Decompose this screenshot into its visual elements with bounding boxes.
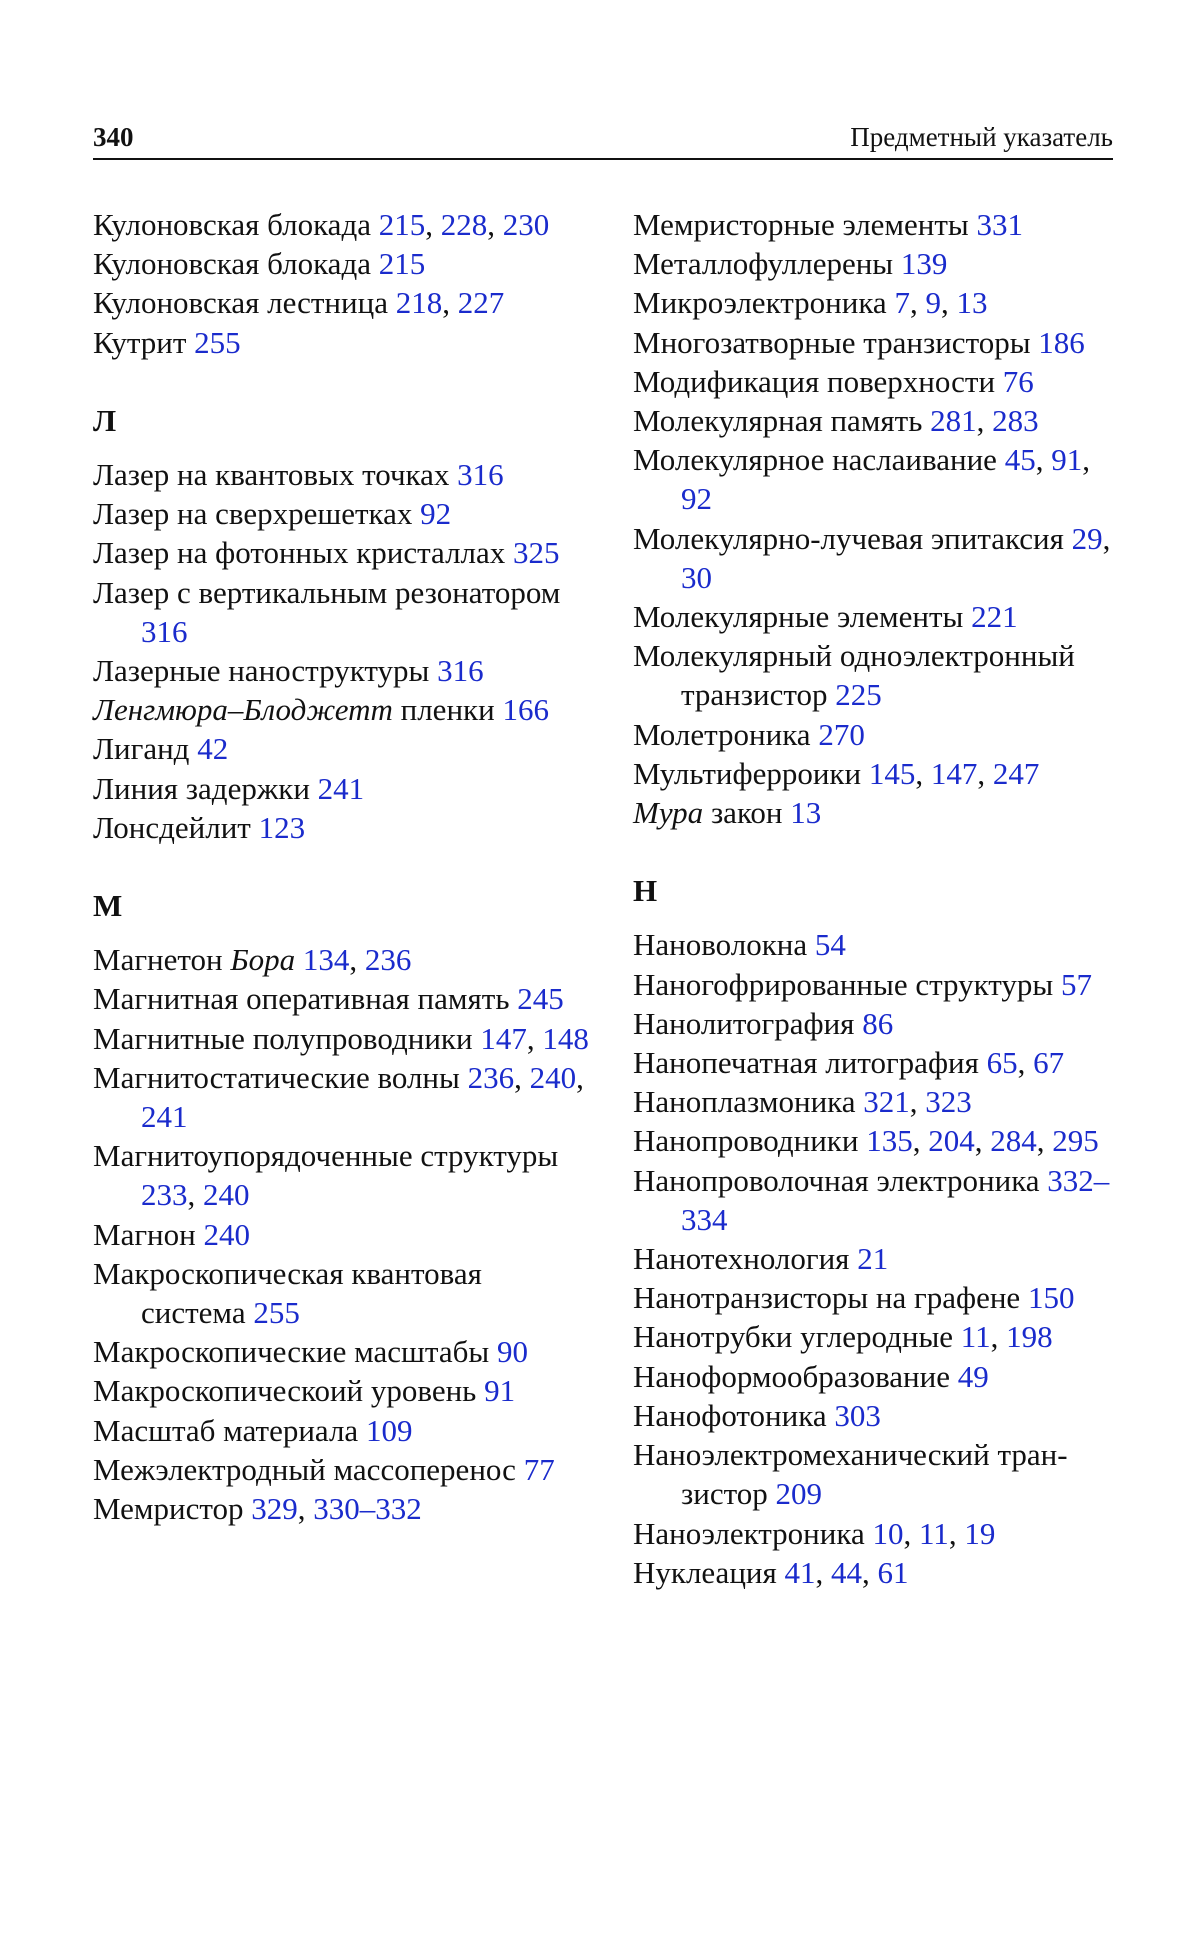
entry-text: , <box>1017 1045 1034 1081</box>
page-reference-link[interactable]: 236 <box>467 1059 515 1095</box>
entry-text: , <box>903 1515 919 1551</box>
page-reference-link[interactable]: 92 <box>420 496 452 532</box>
entry-text: Макроскопическоий уровень <box>93 1373 485 1409</box>
entry-text: Многозатворные транзисторы <box>633 324 1039 360</box>
entry-text: Нанопроволочная электроника <box>633 1162 1048 1198</box>
index-entry <box>93 1136 593 1214</box>
entry-text: , <box>442 285 458 321</box>
page-reference-link[interactable]: 284 <box>990 1123 1037 1159</box>
index-entry <box>93 1450 593 1489</box>
index-entry <box>633 1161 1123 1239</box>
index-entry <box>633 401 1123 440</box>
entry-text: , <box>576 1059 584 1095</box>
entry-text: Магнетон <box>93 942 231 978</box>
entry-text: Кулоновская блокада <box>93 207 379 242</box>
page-reference-link[interactable]: 10 <box>872 1515 904 1551</box>
entry-text: , <box>948 1515 965 1551</box>
page-reference-link[interactable]: 331 <box>976 207 1024 242</box>
page-reference-link[interactable]: 90 <box>496 1334 528 1370</box>
page-reference-link[interactable]: 19 <box>964 1515 996 1551</box>
page-reference-link[interactable]: 30 <box>681 559 712 595</box>
page-reference-link[interactable]: 186 <box>1038 324 1085 360</box>
entry-text: Лонсдейлит <box>93 809 259 845</box>
index-entry <box>633 1004 1123 1043</box>
page-reference-link[interactable]: 303 <box>834 1397 881 1433</box>
page-reference-link[interactable]: 240 <box>203 1177 250 1213</box>
entry-text: , <box>514 1059 530 1095</box>
entry-text: , <box>1102 520 1111 556</box>
page-reference-link[interactable]: 325 <box>513 535 560 571</box>
index-entry <box>633 925 1123 964</box>
page-reference-link[interactable]: 281 <box>930 403 977 439</box>
index-entry <box>93 690 593 729</box>
index-entry <box>633 1514 1123 1553</box>
entry-term-italic: Мура <box>633 795 704 831</box>
index-entry <box>633 793 1123 832</box>
index-entry <box>93 808 593 847</box>
index-entry <box>633 1357 1123 1396</box>
entry-text: Кулоновская лестница <box>93 285 396 321</box>
entry-text: Нанофотоника <box>633 1397 835 1433</box>
index-entry <box>633 1043 1123 1082</box>
entry-text: , <box>915 755 931 791</box>
page-reference-link[interactable]: 21 <box>857 1241 889 1277</box>
page-reference-link[interactable]: 316 <box>457 457 504 493</box>
page-reference-link[interactable]: 134 <box>302 942 350 978</box>
entry-text: Нанотехнология <box>633 1241 858 1277</box>
page-reference-link[interactable]: 92 <box>681 481 712 517</box>
index-entry <box>633 205 1123 244</box>
page-reference-link[interactable]: 330–332 <box>313 1491 422 1527</box>
index-entry <box>633 636 1123 714</box>
entry-text <box>295 942 303 977</box>
entry-text: Магнитная оперативная память <box>93 981 518 1017</box>
index-entry <box>93 1411 593 1450</box>
page-reference-link[interactable]: 86 <box>862 1005 894 1041</box>
page-reference-link[interactable]: 45 <box>1004 442 1036 478</box>
entry-text: Межэлектродный массоперенос <box>93 1451 524 1487</box>
index-entry <box>633 1239 1123 1278</box>
entry-text: Нанопечатная литография <box>633 1045 987 1081</box>
entry-text: , <box>909 1084 926 1120</box>
entry-text: Молекулярный одноэлектронный транзистор <box>633 638 1075 713</box>
entry-text: Макроскопические масштабы <box>93 1334 497 1370</box>
entry-text: Лазер на квантовых точках <box>93 457 458 493</box>
index-entry <box>93 533 593 572</box>
index-entry <box>633 1278 1123 1317</box>
entry-text: Нуклеация <box>633 1554 785 1590</box>
entry-text: Магнон <box>93 1216 204 1252</box>
page-reference-link[interactable]: 215 <box>378 246 426 282</box>
index-entry <box>633 597 1123 636</box>
page-reference-link[interactable]: 76 <box>1002 363 1034 399</box>
index-entry <box>93 494 593 533</box>
entry-text: Наноэлектромеханический транзистор <box>633 1437 1068 1512</box>
page-reference-link[interactable]: 247 <box>992 755 1040 791</box>
index-entry <box>633 283 1123 322</box>
page-reference-link[interactable]: 147 <box>480 1020 527 1056</box>
running-title: Предметный указатель <box>850 122 1113 152</box>
page-reference-link[interactable]: 209 <box>775 1476 822 1512</box>
section-letter: Л <box>93 402 117 438</box>
page-reference-link[interactable]: 225 <box>835 677 882 713</box>
page-reference-link[interactable]: 218 <box>395 285 443 321</box>
index-entry <box>633 1317 1123 1356</box>
entry-text: , <box>940 285 957 321</box>
index-entry <box>93 1489 593 1528</box>
page-reference-link[interactable]: 109 <box>365 1412 413 1448</box>
index-entry <box>633 362 1123 401</box>
page-reference-link[interactable]: 44 <box>831 1554 863 1590</box>
index-entry <box>93 205 593 244</box>
entry-text: Лазер на фотонных кристаллах <box>93 535 514 571</box>
page-reference-link[interactable]: 332–334 <box>681 1162 1110 1237</box>
page-reference-link[interactable]: 61 <box>877 1554 909 1590</box>
index-entry <box>633 1553 1123 1592</box>
index-entry <box>633 1082 1123 1121</box>
entry-text: Наноформообразование <box>633 1358 958 1394</box>
entry-text: Модификация поверхности <box>633 363 1003 399</box>
page-reference-link[interactable]: 329 <box>251 1491 298 1527</box>
entry-text: Масштаб материала <box>93 1412 366 1448</box>
page-reference-link[interactable]: 241 <box>317 770 365 806</box>
index-entry <box>633 1396 1123 1435</box>
page-reference-link[interactable]: 236 <box>364 942 412 978</box>
index-column-right <box>633 205 1123 1592</box>
entry-text: , <box>297 1491 314 1527</box>
page-reference-link[interactable]: 255 <box>194 324 241 360</box>
index-entry <box>93 769 593 808</box>
page-reference-link[interactable]: 245 <box>517 981 564 1017</box>
entry-text: , <box>976 403 993 439</box>
index-entry <box>633 754 1123 793</box>
page-reference-link[interactable]: 123 <box>258 809 306 845</box>
entry-text: Металлофуллерены <box>633 246 901 282</box>
entry-text: , <box>977 755 993 791</box>
index-entry <box>93 979 593 1018</box>
index-entry <box>633 715 1123 754</box>
entry-text: Линия задержки <box>93 770 318 806</box>
page-reference-link[interactable]: 270 <box>818 716 865 752</box>
page-reference-link[interactable]: 13 <box>790 795 822 831</box>
entry-text: Молетроника <box>633 716 819 752</box>
entry-text: , <box>425 207 441 242</box>
page-reference-link[interactable]: 230 <box>502 207 550 242</box>
entry-text: Наноэлектроника <box>633 1515 873 1551</box>
index-entry <box>93 1254 593 1332</box>
index-entry <box>633 323 1123 362</box>
index-entry <box>633 244 1123 283</box>
entry-text: Нанолитография <box>633 1005 863 1041</box>
entry-text: Нанотрубки углеродные <box>633 1319 961 1355</box>
entry-text: , <box>974 1123 991 1159</box>
entry-text: Лазерные наноструктуры <box>93 653 438 689</box>
page-reference-link[interactable]: 65 <box>986 1045 1018 1081</box>
page-reference-link[interactable]: 77 <box>523 1451 555 1487</box>
index-entry <box>93 323 593 362</box>
page-reference-link[interactable]: 11 <box>918 1515 949 1551</box>
page-reference-link[interactable]: 145 <box>868 755 916 791</box>
entry-text: , <box>187 1177 203 1213</box>
entry-text: Магнитостатические волны <box>93 1059 468 1095</box>
page-reference-link[interactable]: 147 <box>930 755 978 791</box>
page-reference-link[interactable]: 49 <box>957 1358 989 1394</box>
index-entry <box>93 729 593 768</box>
entry-text: , <box>990 1319 1007 1355</box>
entry-text: Мемристор <box>93 1491 252 1527</box>
page-reference-link[interactable]: 316 <box>437 653 484 689</box>
page-reference-link[interactable]: 321 <box>863 1084 910 1120</box>
page-reference-link[interactable]: 295 <box>1052 1123 1099 1159</box>
entry-text: , <box>526 1020 543 1056</box>
entry-text: пленки <box>392 692 503 728</box>
page-reference-link[interactable]: 221 <box>971 599 1018 635</box>
entry-text: Кулоновская блокада <box>93 246 379 282</box>
page-reference-link[interactable]: 67 <box>1033 1045 1065 1081</box>
index-entry <box>93 1371 593 1410</box>
page-reference-link[interactable]: 148 <box>542 1020 589 1056</box>
page-reference-link[interactable]: 204 <box>928 1123 975 1159</box>
page-reference-link[interactable]: 13 <box>956 285 988 321</box>
entry-text: , <box>1035 442 1052 478</box>
entry-text: Нанотранзисторы на графене <box>633 1280 1028 1316</box>
page-reference-link[interactable]: 29 <box>1071 520 1103 556</box>
entry-term-italic: Бора <box>230 942 296 978</box>
index-entry <box>93 455 593 494</box>
page-reference-link[interactable]: 11 <box>960 1319 991 1355</box>
page-reference-link[interactable]: 54 <box>814 927 846 963</box>
index-entry <box>93 940 593 979</box>
entry-text: Молекулярное наслаивание <box>633 442 1005 478</box>
entry-text: , <box>349 942 365 978</box>
entry-text: , <box>909 285 926 321</box>
page-number: 340 <box>93 122 134 152</box>
page-reference-link[interactable]: 228 <box>440 207 488 242</box>
index-entry <box>633 965 1123 1004</box>
entry-text: Кутрит <box>93 324 195 360</box>
page-reference-link[interactable]: 227 <box>457 285 505 321</box>
index-entry <box>633 519 1123 597</box>
index-entry <box>93 651 593 690</box>
page-reference-link[interactable]: 135 <box>866 1123 913 1159</box>
entry-text: Наноплазмоника <box>633 1084 864 1120</box>
page-reference-link[interactable]: 91 <box>1051 442 1083 478</box>
entry-text: Мультиферроики <box>633 755 869 791</box>
entry-term-italic: Ленгмюра–Блоджетт <box>93 692 393 728</box>
entry-text: , <box>862 1554 878 1590</box>
entry-text: Молекулярные элементы <box>633 599 972 635</box>
running-header <box>93 118 1113 160</box>
entry-text: , <box>487 207 503 242</box>
index-entry <box>93 244 593 283</box>
entry-text: Лазер на сверхрешетках <box>93 496 421 532</box>
index-entry <box>633 1121 1123 1160</box>
page-reference-link[interactable]: 41 <box>784 1554 816 1590</box>
index-entry <box>93 283 593 322</box>
entry-text: , <box>1082 442 1090 478</box>
entry-text: Нановолокна <box>633 927 815 963</box>
index-entry <box>93 1332 593 1371</box>
entry-text: , <box>912 1123 929 1159</box>
entry-text: Лиганд <box>93 731 198 767</box>
entry-text: Макроскопическая квантовая система <box>93 1255 482 1331</box>
section-letter: Н <box>633 873 658 909</box>
page-reference-link[interactable]: 166 <box>502 692 549 728</box>
index-entry <box>633 1435 1123 1513</box>
entry-text: Микроэлектроника <box>633 285 895 321</box>
page-reference-link[interactable]: 9 <box>925 285 941 321</box>
page-reference-link[interactable]: 42 <box>197 731 229 767</box>
index-entry <box>93 1019 593 1058</box>
page-reference-link[interactable]: 233 <box>141 1177 188 1213</box>
page-reference-link[interactable]: 57 <box>1061 966 1093 1002</box>
entry-text: Молекулярная память <box>633 403 931 439</box>
entry-text: Наногофрированные структуры <box>633 966 1062 1002</box>
page-reference-link[interactable]: 198 <box>1006 1319 1053 1355</box>
page-reference-link[interactable]: 240 <box>203 1216 250 1252</box>
entry-text: , <box>815 1554 832 1590</box>
entry-text: Молекулярно-лучевая эпитаксия <box>633 520 1072 556</box>
index-entry <box>93 1058 593 1136</box>
index-entry <box>633 440 1123 518</box>
section-letter: М <box>93 888 123 924</box>
entry-text: Магнитные полупроводники <box>93 1020 481 1056</box>
page-reference-link[interactable]: 240 <box>529 1059 577 1095</box>
entry-text: Лазер с вертикальным резонатором <box>93 574 561 610</box>
page-reference-link[interactable]: 215 <box>378 207 426 242</box>
page-reference-link[interactable]: 7 <box>894 285 910 321</box>
page-reference-link[interactable]: 283 <box>992 403 1039 439</box>
entry-text: Мемристорные элементы <box>633 207 977 242</box>
entry-text: Магнитоупорядоченные структуры <box>93 1138 559 1174</box>
index-column-left <box>93 205 593 1528</box>
page-reference-link[interactable]: 255 <box>253 1295 300 1331</box>
index-entry <box>93 1215 593 1254</box>
page-reference-link[interactable]: 323 <box>925 1084 972 1120</box>
page-reference-link[interactable]: 139 <box>900 246 948 282</box>
page-reference-link[interactable]: 241 <box>141 1099 188 1135</box>
entry-text: , <box>1036 1123 1053 1159</box>
index-entry <box>93 573 593 651</box>
entry-text: закон <box>703 795 791 831</box>
entry-text: Нанопроводники <box>633 1123 867 1159</box>
page-reference-link[interactable]: 150 <box>1027 1280 1075 1316</box>
page-reference-link[interactable]: 91 <box>484 1373 516 1409</box>
page-reference-link[interactable]: 316 <box>141 613 188 649</box>
